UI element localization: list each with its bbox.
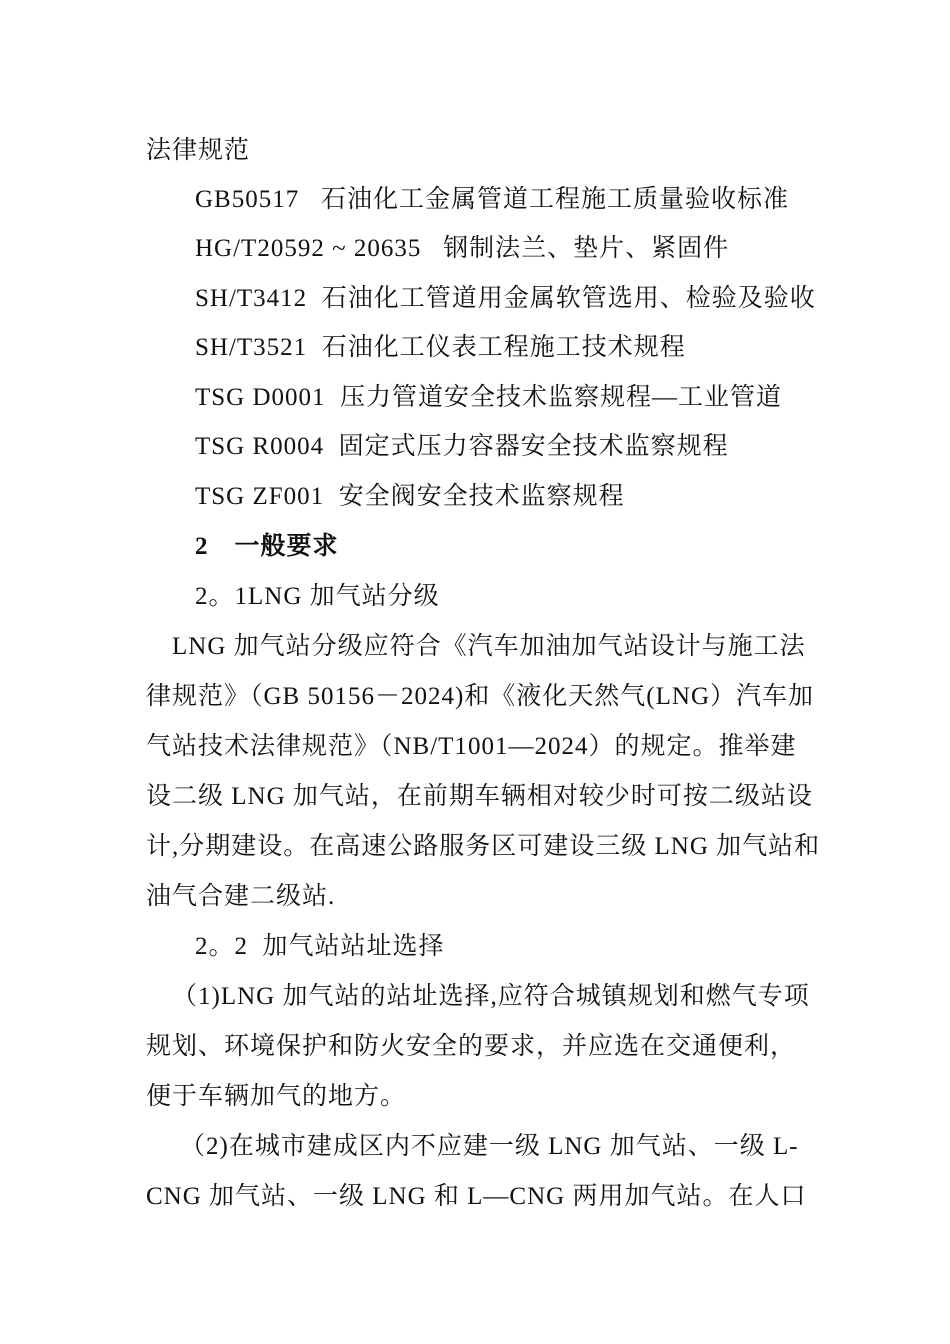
standard-item-sh-t3521	[195, 333, 686, 363]
section-2-1-paragraph-line: LNG 加气站分级应符合《汽车加油加气站设计与施工法	[172, 633, 806, 660]
standard-code: SH/T3412	[195, 285, 308, 312]
standard-title: 安全阀安全技术监察规程	[338, 483, 625, 510]
standard-item-tsg-zf001	[195, 482, 625, 512]
section-2-1-paragraph-line: 气站技术法律规范》（NB/T1001—2024）的规定。推举建	[146, 733, 797, 760]
standard-title: 固定式压力容器安全技术监察规程	[338, 433, 729, 460]
section-2-1-paragraph-line: 油气合建二级站.	[146, 883, 336, 910]
standard-title: 钢制法兰、垫片、紧固件	[443, 235, 730, 262]
standard-code: GB50517	[195, 186, 300, 213]
standard-title: 石油化工金属管道工程施工质量验收标准	[320, 186, 789, 213]
standard-code: TSG ZF001	[195, 483, 325, 510]
standard-title: 压力管道安全技术监察规程—工业管道	[340, 384, 783, 411]
section-2-1-heading: 2。1LNG 加气站分级	[195, 583, 440, 610]
standard-title: 石油化工仪表工程施工技术规程	[321, 334, 686, 361]
section-2-1-paragraph-line: 计,分期建设。在高速公路服务区可建设三级 LNG 加气站和	[146, 833, 821, 860]
item-2-line: CNG 加气站、一级 LNG 和 L—CNG 两用加气站。在人口	[146, 1183, 807, 1210]
item-1-line: （1)LNG 加气站的站址选择,应符合城镇规划和燃气专项	[172, 983, 810, 1010]
section-2-heading: 2 一般要求	[195, 533, 339, 560]
intro-tail-text: 法律规范	[146, 137, 251, 164]
standard-code: SH/T3521	[195, 334, 308, 361]
standard-code: TSG R0004	[195, 433, 325, 460]
standard-item-sh-t3412	[195, 284, 816, 314]
item-1-line: 便于车辆加气的地方。	[146, 1083, 407, 1110]
standard-item-hg-t20592	[195, 234, 729, 264]
standard-title: 石油化工管道用金属软管选用、检验及验收	[321, 285, 816, 312]
standard-code: TSG D0001	[195, 384, 326, 411]
section-2-1-paragraph-line: 律规范》（GB 50156－2024)和《液化天然气(LNG）汽车加	[146, 683, 815, 710]
section-2-1-paragraph-line: 设二级 LNG 加气站，在前期车辆相对较少时可按二级站设	[146, 783, 813, 810]
section-2-2-heading: 2。2 加气站站址选择	[195, 933, 445, 960]
standard-code: HG/T20592 ~ 20635	[195, 235, 422, 262]
standard-item-gb50517	[195, 185, 789, 215]
standard-item-tsg-r0004	[195, 432, 729, 462]
item-2-line: （2)在城市建成区内不应建一级 LNG 加气站、一级 L-	[180, 1133, 799, 1160]
item-1-line: 规划、环境保护和防火安全的要求，并应选在交通便利，	[146, 1033, 797, 1060]
standard-item-tsg-d0001	[195, 383, 782, 413]
